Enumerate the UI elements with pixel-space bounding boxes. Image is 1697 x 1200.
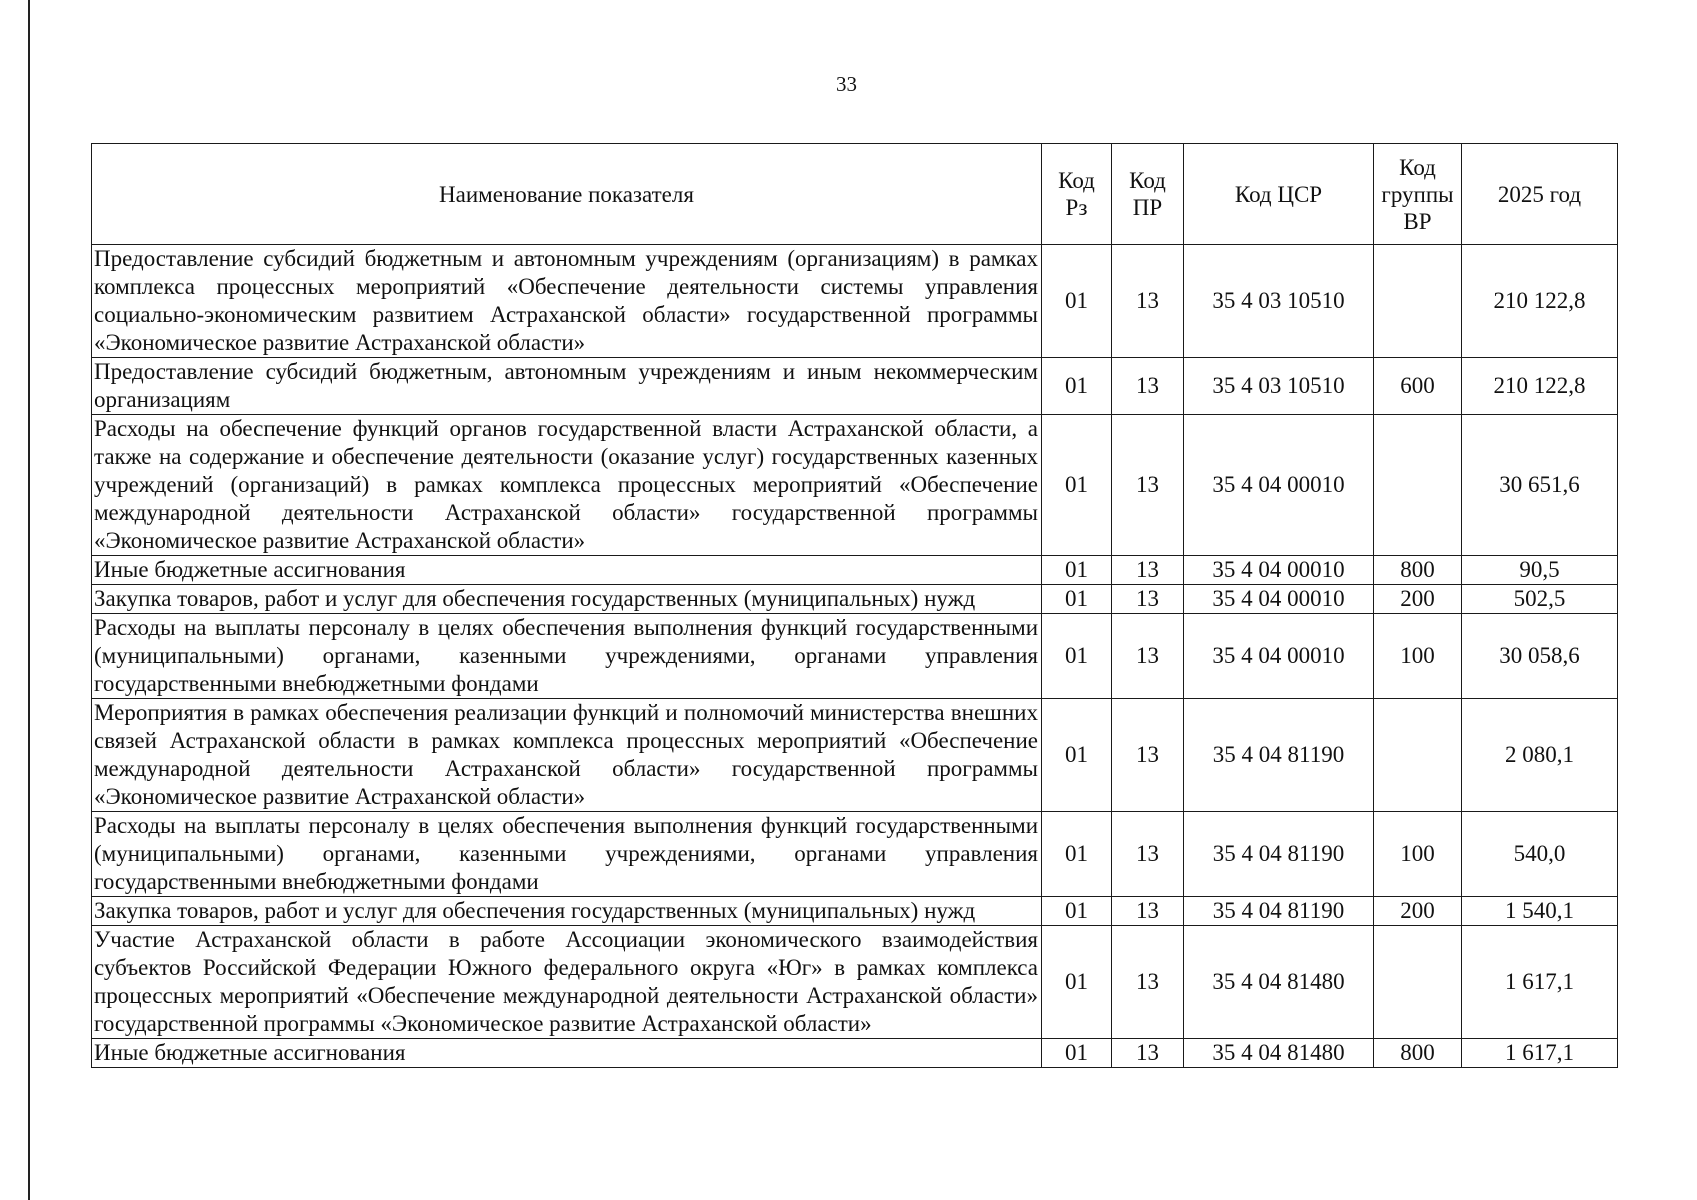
row-amount: 540,0 <box>1462 812 1618 897</box>
row-pr: 13 <box>1112 245 1184 358</box>
binding-margin-line <box>28 0 30 1200</box>
table-row <box>92 415 1618 556</box>
table-row <box>92 556 1618 585</box>
budget-table <box>91 143 1618 1068</box>
row-vr <box>1374 699 1462 812</box>
row-vr <box>1374 926 1462 1039</box>
row-pr: 13 <box>1112 614 1184 699</box>
row-vr: 600 <box>1374 358 1462 415</box>
row-vr: 200 <box>1374 585 1462 614</box>
row-name: Мероприятия в рамках обеспечения реализации функций и полномочий министерства внешних связей Астраханской области в рамках комплекса процессных мероприятий «Обеспечение международной деятельности Астраханской области» государственной программы «Экономическое развитие Астраханской области» <box>92 699 1042 812</box>
row-rz: 01 <box>1042 812 1112 897</box>
row-csr: 35 4 04 00010 <box>1184 556 1374 585</box>
header-csr: Код ЦСР <box>1184 144 1374 245</box>
row-pr: 13 <box>1112 897 1184 926</box>
row-name: Расходы на выплаты персоналу в целях обеспечения выполнения функций государственными (муниципальными) органами, казенными учреждениями, органами управления государственными внебюджетными фондами <box>92 812 1042 897</box>
row-amount: 210 122,8 <box>1462 358 1618 415</box>
row-rz: 01 <box>1042 556 1112 585</box>
row-csr: 35 4 04 81190 <box>1184 699 1374 812</box>
row-name: Расходы на обеспечение функций органов государственной власти Астраханской области, а также на содержание и обеспечение деятельности (оказание услуг) государственных казенных учреждений (организаций) в рамках комплекса процессных мероприятий «Обеспечение международной деятельности Астраханской области» государственной программы «Экономическое развитие Астраханской области» <box>92 415 1042 556</box>
row-vr: 100 <box>1374 614 1462 699</box>
row-pr: 13 <box>1112 358 1184 415</box>
row-csr: 35 4 04 81480 <box>1184 926 1374 1039</box>
row-amount: 1 617,1 <box>1462 926 1618 1039</box>
table-row <box>92 245 1618 358</box>
row-csr: 35 4 04 00010 <box>1184 415 1374 556</box>
row-name: Предоставление субсидий бюджетным, автономным учреждениям и иным некоммерческим организациям <box>92 358 1042 415</box>
row-pr: 13 <box>1112 812 1184 897</box>
row-amount: 30 651,6 <box>1462 415 1618 556</box>
row-rz: 01 <box>1042 415 1112 556</box>
row-amount: 30 058,6 <box>1462 614 1618 699</box>
row-rz: 01 <box>1042 1039 1112 1068</box>
row-pr: 13 <box>1112 556 1184 585</box>
row-amount: 1 617,1 <box>1462 1039 1618 1068</box>
table-header-row <box>92 144 1618 245</box>
page-number-text: 33 <box>836 72 857 96</box>
row-csr: 35 4 04 81190 <box>1184 812 1374 897</box>
row-pr: 13 <box>1112 415 1184 556</box>
row-vr: 800 <box>1374 1039 1462 1068</box>
row-rz: 01 <box>1042 699 1112 812</box>
row-rz: 01 <box>1042 245 1112 358</box>
row-csr: 35 4 04 00010 <box>1184 614 1374 699</box>
row-pr: 13 <box>1112 926 1184 1039</box>
row-amount: 2 080,1 <box>1462 699 1618 812</box>
row-vr: 100 <box>1374 812 1462 897</box>
table-row <box>92 358 1618 415</box>
row-amount: 1 540,1 <box>1462 897 1618 926</box>
row-rz: 01 <box>1042 585 1112 614</box>
header-name: Наименование показателя <box>92 144 1042 245</box>
row-rz: 01 <box>1042 614 1112 699</box>
row-name: Предоставление субсидий бюджетным и автономным учреждениям (организациям) в рамках комплекса процессных мероприятий «Обеспечение деятельности системы управления социально-экономическим развитием Астраханской области» государственной программы «Экономическое развитие Астраханской области» <box>92 245 1042 358</box>
row-csr: 35 4 04 81480 <box>1184 1039 1374 1068</box>
row-name: Расходы на выплаты персоналу в целях обеспечения выполнения функций государственными (муниципальными) органами, казенными учреждениями, органами управления государственными внебюджетными фондами <box>92 614 1042 699</box>
row-vr: 800 <box>1374 556 1462 585</box>
row-pr: 13 <box>1112 1039 1184 1068</box>
row-csr: 35 4 04 81190 <box>1184 897 1374 926</box>
table-row <box>92 699 1618 812</box>
row-amount: 90,5 <box>1462 556 1618 585</box>
table-row <box>92 812 1618 897</box>
row-rz: 01 <box>1042 358 1112 415</box>
row-vr <box>1374 245 1462 358</box>
row-amount: 210 122,8 <box>1462 245 1618 358</box>
row-name: Закупка товаров, работ и услуг для обеспечения государственных (муниципальных) нужд <box>92 897 1042 926</box>
header-vr: Код группы ВР <box>1374 144 1462 245</box>
row-name: Участие Астраханской области в работе Ассоциации экономического взаимодействия субъектов Российской Федерации Южного федерального округа «Юг» в рамках комплекса процессных мероприятий «Обеспечение международной деятельности Астраханской области» государственной программы «Экономическое развитие Астраханской области» <box>92 926 1042 1039</box>
header-rz: Код Рз <box>1042 144 1112 245</box>
row-name: Иные бюджетные ассигнования <box>92 556 1042 585</box>
row-rz: 01 <box>1042 926 1112 1039</box>
header-pr: Код ПР <box>1112 144 1184 245</box>
table-row <box>92 1039 1618 1068</box>
row-pr: 13 <box>1112 585 1184 614</box>
row-vr <box>1374 415 1462 556</box>
row-pr: 13 <box>1112 699 1184 812</box>
row-name: Иные бюджетные ассигнования <box>92 1039 1042 1068</box>
row-csr: 35 4 03 10510 <box>1184 245 1374 358</box>
row-rz: 01 <box>1042 897 1112 926</box>
page-number <box>0 72 1697 96</box>
row-name: Закупка товаров, работ и услуг для обеспечения государственных (муниципальных) нужд <box>92 585 1042 614</box>
row-csr: 35 4 03 10510 <box>1184 358 1374 415</box>
table-row <box>92 614 1618 699</box>
header-year: 2025 год <box>1462 144 1618 245</box>
table-row <box>92 926 1618 1039</box>
row-csr: 35 4 04 00010 <box>1184 585 1374 614</box>
table-body <box>92 245 1618 1068</box>
table-row <box>92 897 1618 926</box>
row-amount: 502,5 <box>1462 585 1618 614</box>
row-vr: 200 <box>1374 897 1462 926</box>
table-row <box>92 585 1618 614</box>
